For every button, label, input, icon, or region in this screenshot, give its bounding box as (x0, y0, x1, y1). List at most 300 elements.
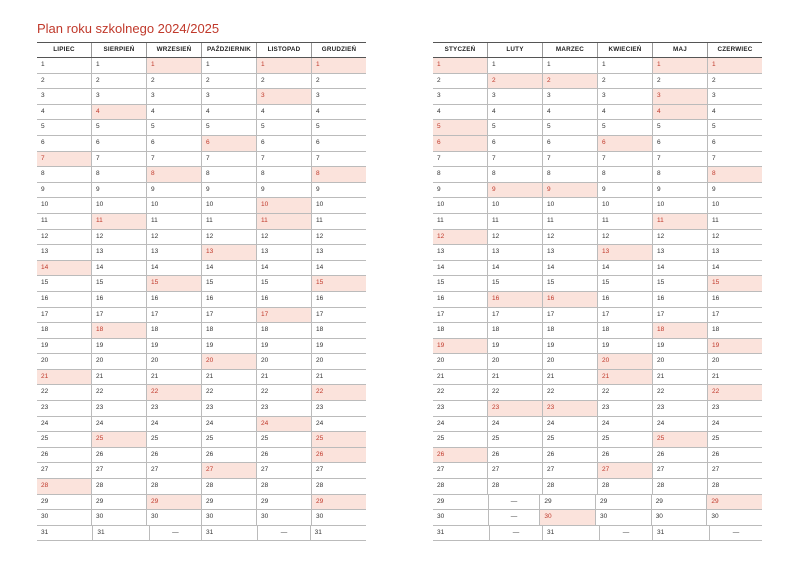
calendar-body (37, 58, 366, 541)
day-cell: 2 (256, 74, 311, 89)
day-cell: 13 (256, 245, 311, 260)
day-row (37, 308, 366, 324)
day-cell: 9 (597, 183, 652, 198)
day-cell: 7 (707, 152, 762, 167)
day-cell: 25 (652, 432, 707, 447)
day-cell: 20 (256, 354, 311, 369)
day-cell: 5 (91, 120, 146, 135)
day-row (433, 432, 762, 448)
day-row (433, 526, 762, 542)
day-cell: 23 (437, 404, 445, 412)
day-cell: 22 (597, 385, 652, 400)
day-cell: 13 (487, 245, 542, 260)
day-cell: 28 (437, 482, 445, 490)
day-cell: 22 (201, 385, 256, 400)
day-cell: 23 (487, 401, 542, 416)
day-row (433, 292, 762, 308)
day-cell: 27 (41, 466, 49, 474)
day-cell: 22 (146, 385, 201, 400)
day-cell: 3 (256, 89, 311, 104)
day-cell: 16 (652, 292, 707, 307)
day-cell: 30 (91, 510, 146, 525)
day-row (37, 401, 366, 417)
day-cell: 19 (41, 341, 49, 349)
day-cell: 22 (256, 385, 311, 400)
day-cell: 17 (707, 308, 762, 323)
day-row (37, 230, 366, 246)
day-cell: 26 (256, 448, 311, 463)
day-row (433, 495, 762, 511)
day-row (433, 245, 762, 261)
day-cell: — (488, 495, 540, 510)
day-cell: 8 (41, 170, 45, 178)
day-cell: 17 (487, 308, 542, 323)
day-row (433, 463, 762, 479)
day-cell: 30 (146, 510, 201, 525)
day-cell: 11 (146, 214, 201, 229)
day-cell: 1 (201, 58, 256, 73)
day-cell: 4 (41, 107, 45, 115)
day-cell: 26 (146, 448, 201, 463)
day-cell: 30 (256, 510, 311, 525)
day-cell: 19 (542, 339, 597, 354)
day-cell: 6 (542, 136, 597, 151)
day-cell: 27 (146, 463, 201, 478)
day-cell: 5 (311, 120, 366, 135)
day-cell: 25 (201, 432, 256, 447)
day-cell: 6 (707, 136, 762, 151)
day-cell: 14 (707, 261, 762, 276)
day-cell: 12 (707, 230, 762, 245)
day-row (37, 136, 366, 152)
day-cell: 30 (539, 510, 595, 525)
day-cell: 30 (437, 513, 445, 521)
day-cell: 31 (652, 526, 709, 541)
day-cell: 15 (707, 276, 762, 291)
day-cell: 18 (256, 323, 311, 338)
day-cell: 17 (652, 308, 707, 323)
day-cell: 31 (41, 528, 49, 536)
day-cell: 18 (146, 323, 201, 338)
day-cell: 18 (597, 323, 652, 338)
day-cell: 22 (437, 388, 445, 396)
day-cell: 10 (41, 201, 49, 209)
day-cell: 14 (542, 261, 597, 276)
day-cell: 18 (91, 323, 146, 338)
day-cell: 6 (311, 136, 366, 151)
day-cell: 28 (256, 479, 311, 494)
day-cell: 27 (256, 463, 311, 478)
day-cell: 16 (146, 292, 201, 307)
day-cell: 9 (542, 183, 597, 198)
day-cell: 2 (311, 74, 366, 89)
day-cell: 3 (597, 89, 652, 104)
day-cell: 9 (41, 185, 45, 193)
day-cell: 20 (311, 354, 366, 369)
day-cell: 9 (91, 183, 146, 198)
day-cell: 13 (91, 245, 146, 260)
day-cell: — (489, 526, 542, 541)
day-cell: 9 (201, 183, 256, 198)
month-header: SIERPIEŃ (91, 43, 146, 57)
day-cell: 8 (146, 167, 201, 182)
day-cell: 22 (91, 385, 146, 400)
day-cell: 26 (91, 448, 146, 463)
day-cell: 6 (256, 136, 311, 151)
day-cell: 27 (487, 463, 542, 478)
day-cell: 18 (542, 323, 597, 338)
day-cell: 28 (201, 479, 256, 494)
day-cell: 2 (201, 74, 256, 89)
day-row (37, 120, 366, 136)
day-cell: 11 (41, 216, 48, 224)
day-cell: 21 (37, 370, 91, 385)
day-cell: 25 (146, 432, 201, 447)
day-cell: 20 (91, 354, 146, 369)
day-cell: 17 (91, 308, 146, 323)
day-cell: 3 (487, 89, 542, 104)
day-row (37, 432, 366, 448)
day-cell: 16 (707, 292, 762, 307)
day-cell: 21 (91, 370, 146, 385)
day-cell: 4 (437, 107, 441, 115)
day-cell: 9 (311, 183, 366, 198)
day-cell: 20 (542, 354, 597, 369)
day-cell: 1 (433, 58, 487, 73)
day-cell: 23 (597, 401, 652, 416)
day-cell: 17 (146, 308, 201, 323)
month-header: CZERWIEC (707, 43, 762, 57)
day-cell: 26 (41, 450, 49, 458)
day-row (37, 354, 366, 370)
day-cell: 25 (597, 432, 652, 447)
day-cell: 28 (311, 479, 366, 494)
day-cell: 4 (652, 105, 707, 120)
month-header: STYCZEŃ (444, 46, 476, 53)
day-cell: — (709, 526, 762, 541)
month-header: MARZEC (542, 43, 597, 57)
day-cell: 14 (201, 261, 256, 276)
day-cell: 27 (201, 463, 256, 478)
day-cell: 6 (487, 136, 542, 151)
day-cell: 28 (487, 479, 542, 494)
day-cell: 12 (652, 230, 707, 245)
day-cell: 19 (597, 339, 652, 354)
day-cell: 1 (487, 58, 542, 73)
day-cell: 12 (433, 230, 487, 245)
day-cell: 5 (542, 120, 597, 135)
day-cell: 21 (542, 370, 597, 385)
day-cell: 25 (707, 432, 762, 447)
day-cell: 10 (437, 201, 445, 209)
day-cell: 15 (41, 279, 49, 287)
day-cell: 21 (652, 370, 707, 385)
day-cell: 20 (201, 354, 256, 369)
day-row (37, 370, 366, 386)
day-cell: 15 (542, 276, 597, 291)
day-cell: 13 (597, 245, 652, 260)
day-cell: 10 (146, 198, 201, 213)
day-row (37, 261, 366, 277)
day-cell: 8 (707, 167, 762, 182)
day-cell: 6 (201, 136, 256, 151)
day-row (433, 276, 762, 292)
day-cell: 13 (437, 248, 445, 256)
day-cell: 15 (256, 276, 311, 291)
day-row (37, 89, 366, 105)
day-row (37, 214, 366, 230)
day-row (37, 385, 366, 401)
day-cell: 24 (91, 417, 146, 432)
day-cell: 30 (651, 510, 707, 525)
day-cell: 27 (652, 463, 707, 478)
day-cell: 12 (487, 230, 542, 245)
day-cell: 6 (146, 136, 201, 151)
day-cell: 24 (437, 419, 445, 427)
day-cell: 1 (311, 58, 366, 73)
day-row (433, 120, 762, 136)
day-cell: 26 (652, 448, 707, 463)
day-cell: 24 (542, 417, 597, 432)
day-cell: 31 (437, 528, 445, 536)
day-cell: 12 (542, 230, 597, 245)
day-cell: 18 (201, 323, 256, 338)
day-cell: 8 (437, 170, 441, 178)
day-cell: 18 (487, 323, 542, 338)
day-cell: 13 (146, 245, 201, 260)
day-row (433, 448, 762, 464)
day-cell: 1 (41, 61, 45, 68)
day-row (37, 323, 366, 339)
day-cell: 10 (597, 198, 652, 213)
day-cell: 19 (201, 339, 256, 354)
day-cell: 1 (91, 58, 146, 73)
day-cell: 5 (433, 120, 487, 135)
day-cell: 27 (707, 463, 762, 478)
day-cell: 28 (146, 479, 201, 494)
day-cell: 14 (597, 261, 652, 276)
calendar-body (433, 58, 762, 541)
day-cell: 17 (311, 308, 366, 323)
day-cell: 19 (707, 339, 762, 354)
day-cell: 19 (433, 339, 487, 354)
day-cell: 29 (91, 495, 146, 510)
day-cell: 25 (41, 435, 49, 443)
day-cell: 29 (539, 495, 595, 510)
day-row (433, 479, 762, 495)
day-cell: 24 (201, 417, 256, 432)
day-cell: 24 (256, 417, 311, 432)
day-cell: 4 (542, 105, 597, 120)
day-row (433, 105, 762, 121)
day-cell: 19 (652, 339, 707, 354)
day-cell: 19 (311, 339, 366, 354)
day-cell: 16 (91, 292, 146, 307)
day-cell: 2 (437, 76, 441, 84)
day-cell: 26 (311, 448, 366, 463)
day-cell: 3 (437, 92, 441, 100)
day-row (433, 136, 762, 152)
day-cell: 23 (256, 401, 311, 416)
day-cell: 6 (652, 136, 707, 151)
day-cell: 10 (652, 198, 707, 213)
day-row (433, 308, 762, 324)
day-row (37, 74, 366, 90)
day-row (37, 448, 366, 464)
day-cell: 24 (146, 417, 201, 432)
calendar-right (433, 42, 762, 541)
day-row (433, 198, 762, 214)
day-cell: 30 (201, 510, 256, 525)
day-cell: 27 (437, 466, 445, 474)
day-cell: 25 (542, 432, 597, 447)
day-cell: 10 (201, 198, 256, 213)
day-cell: 13 (41, 248, 49, 256)
day-cell: 21 (707, 370, 762, 385)
day-cell: 11 (201, 214, 256, 229)
day-cell: 29 (651, 495, 707, 510)
day-cell: 9 (146, 183, 201, 198)
day-row (433, 58, 762, 74)
day-cell: 16 (41, 294, 49, 302)
day-cell: 8 (542, 167, 597, 182)
day-cell: 11 (707, 214, 762, 229)
day-cell: 7 (256, 152, 311, 167)
day-row (37, 105, 366, 121)
day-row (433, 74, 762, 90)
day-cell: 6 (41, 138, 45, 146)
day-cell: 12 (201, 230, 256, 245)
page-title: Plan roku szkolnego 2024/2025 (37, 21, 220, 36)
day-cell: 30 (41, 513, 49, 521)
day-cell: 3 (146, 89, 201, 104)
day-cell: 31 (92, 526, 148, 541)
calendar-left (37, 42, 366, 541)
day-cell: 20 (146, 354, 201, 369)
month-header: GRUDZIEŃ (311, 43, 366, 57)
day-cell: 29 (437, 497, 445, 505)
day-cell: 15 (487, 276, 542, 291)
day-cell: 5 (256, 120, 311, 135)
day-cell: 7 (542, 152, 597, 167)
day-cell: 23 (542, 401, 597, 416)
day-cell: 10 (542, 198, 597, 213)
day-cell: 3 (652, 89, 707, 104)
month-header: LUTY (487, 43, 542, 57)
month-header-row (37, 42, 366, 58)
day-cell: 23 (91, 401, 146, 416)
day-cell: — (488, 510, 540, 525)
day-cell: 25 (487, 432, 542, 447)
day-cell: 15 (91, 276, 146, 291)
day-cell: 21 (437, 372, 445, 380)
day-cell: 3 (542, 89, 597, 104)
day-cell: 8 (597, 167, 652, 182)
day-row (433, 385, 762, 401)
day-cell: 5 (201, 120, 256, 135)
day-cell: — (599, 526, 652, 541)
day-cell: 30 (311, 510, 366, 525)
day-cell: 14 (37, 261, 91, 276)
day-row (433, 401, 762, 417)
day-row (433, 89, 762, 105)
day-cell: 19 (146, 339, 201, 354)
day-row (37, 463, 366, 479)
day-cell: 18 (437, 326, 445, 334)
day-cell: 13 (652, 245, 707, 260)
day-cell: 23 (201, 401, 256, 416)
day-cell: 24 (41, 419, 49, 427)
day-cell: 24 (487, 417, 542, 432)
day-row (37, 198, 366, 214)
day-row (433, 214, 762, 230)
day-cell: 22 (487, 385, 542, 400)
day-cell: 23 (41, 404, 49, 412)
day-row (433, 417, 762, 433)
day-cell: 22 (41, 388, 49, 396)
day-cell: 2 (652, 74, 707, 89)
day-cell: 16 (487, 292, 542, 307)
day-cell: 29 (256, 495, 311, 510)
day-cell: 16 (256, 292, 311, 307)
day-row (433, 167, 762, 183)
day-cell: 12 (41, 232, 49, 240)
day-cell: 16 (311, 292, 366, 307)
day-cell: 4 (256, 105, 311, 120)
day-cell: 6 (597, 136, 652, 151)
day-cell: 11 (652, 214, 707, 229)
day-cell: 21 (256, 370, 311, 385)
day-row (433, 152, 762, 168)
day-cell: 5 (41, 123, 45, 131)
day-cell: 2 (542, 74, 597, 89)
day-cell: 18 (311, 323, 366, 338)
day-cell: 15 (437, 279, 445, 287)
day-cell: 11 (597, 214, 652, 229)
day-cell: 22 (311, 385, 366, 400)
day-cell: 10 (91, 198, 146, 213)
day-cell: 15 (652, 276, 707, 291)
day-cell: 7 (652, 152, 707, 167)
day-row (37, 339, 366, 355)
day-cell: 29 (706, 495, 762, 510)
day-cell: 9 (707, 183, 762, 198)
day-row (433, 510, 762, 526)
day-row (433, 339, 762, 355)
day-cell: 1 (256, 58, 311, 73)
day-cell: 26 (201, 448, 256, 463)
day-cell: 16 (597, 292, 652, 307)
day-cell: 12 (597, 230, 652, 245)
day-cell: 17 (201, 308, 256, 323)
day-cell: 4 (91, 105, 146, 120)
day-cell: 25 (256, 432, 311, 447)
day-cell: 3 (707, 89, 762, 104)
day-row (37, 479, 366, 495)
day-cell: 24 (311, 417, 366, 432)
day-cell: 7 (597, 152, 652, 167)
day-cell: 27 (311, 463, 366, 478)
day-cell: 12 (146, 230, 201, 245)
day-cell: 8 (201, 167, 256, 182)
day-cell: 7 (91, 152, 146, 167)
day-cell: 16 (437, 294, 445, 302)
day-cell: 10 (487, 198, 542, 213)
day-cell: 11 (311, 214, 366, 229)
day-cell: 5 (487, 120, 542, 135)
day-cell: 23 (146, 401, 201, 416)
day-cell: 15 (597, 276, 652, 291)
